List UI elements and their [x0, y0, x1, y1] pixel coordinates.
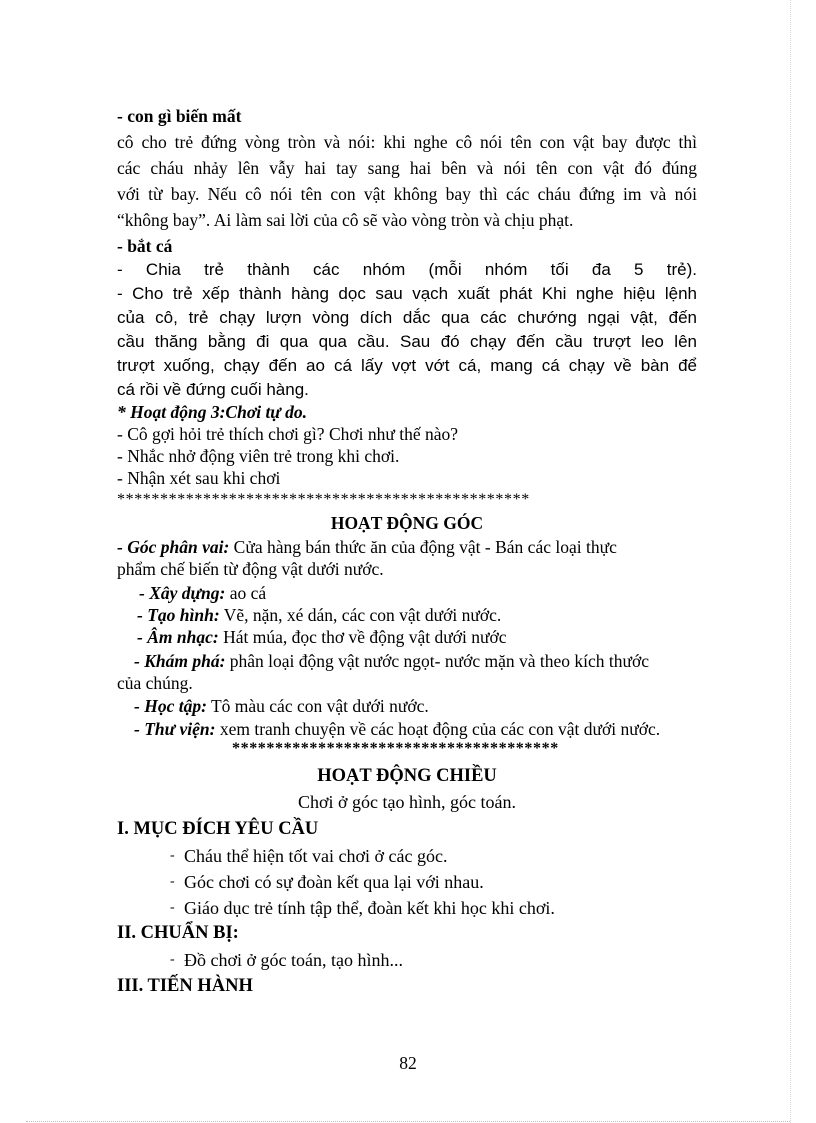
bullet-item [170, 897, 555, 919]
corner-text: ao cá [225, 583, 267, 603]
corner-text: Vẽ, nặn, xé dán, các con vật dưới nước. [219, 605, 502, 625]
corner-phan-vai-cont: phẩm chế biến từ động vật dưới nước. [117, 559, 384, 579]
separator-stars: ************************************** [232, 740, 559, 757]
section-title-con-gi-bien-mat: - con gì biến mất [117, 106, 242, 126]
paragraph-line: cầu thăng bằng đi qua qua cầu. Sau đó chạy đến cầu trượt leo lên [117, 332, 697, 351]
bullet-dash-icon: - [170, 874, 175, 889]
corner-xay-dung [139, 582, 266, 604]
corner-label: - Thư viện: [134, 719, 216, 739]
corner-label: - Âm nhạc: [137, 627, 219, 647]
bullet-dash-icon: - [170, 848, 175, 863]
section-title-bat-ca: - bắt cá [117, 236, 173, 256]
page-bottom-guide [26, 1121, 790, 1122]
bullet-text: Giáo dục trẻ tính tập thể, đoàn kết khi học khi chơi. [184, 898, 555, 918]
corner-thu-vien [134, 718, 660, 740]
heading-hoat-dong-goc: HOẠT ĐỘNG GÓC [330, 513, 484, 533]
corner-am-nhac [137, 626, 506, 648]
paragraph-line: các cháu nhảy lên vẫy hai tay sang hai bên và nói tên con vật đó đúng [117, 158, 697, 178]
paragraph-line: - Cho trẻ xếp thành hàng dọc sau vạch xuất phát Khi nghe hiệu lệnh [117, 284, 697, 303]
bullet-item [170, 871, 484, 893]
bullet-text: Cháu thể hiện tốt vai chơi ở các góc. [184, 846, 448, 866]
paragraph-line: với từ bay. Nếu cô nói tên con vật không bay thì các cháu đứng im và nói [117, 184, 697, 204]
corner-text: xem tranh chuyện về các hoạt động của các con vật dưới nước. [215, 719, 661, 739]
list-item: - Nhắc nhở động viên trẻ trong khi chơi. [117, 446, 400, 466]
activity-3-title: * Hoạt động 3:Chơi tự do. [117, 402, 308, 422]
paragraph-line: - Chia trẻ thành các nhóm (mỗi nhóm tối đa 5 trẻ). [117, 260, 697, 279]
page-number: 82 [399, 1053, 417, 1073]
corner-label: - Khám phá: [134, 651, 226, 671]
corner-text: Hát múa, đọc thơ về động vật dưới nước [218, 627, 507, 647]
bullet-item [170, 845, 447, 867]
corner-label: - Học tập: [134, 696, 207, 716]
heading-hoat-dong-chieu: HOẠT ĐỘNG CHIỀU [317, 766, 497, 786]
heading-chuan-bi: II. CHUẨN BỊ: [117, 923, 239, 943]
corner-label: - Xây dựng: [139, 583, 226, 603]
list-item: - Nhận xét sau khi chơi [117, 468, 281, 488]
bullet-text: Đồ chơi ở góc toán, tạo hình... [184, 950, 403, 970]
corner-label: - Tạo hình: [137, 605, 220, 625]
paragraph-line: “không bay”. Ai làm sai lời của cô sẽ vào vòng tròn và chịu phạt. [117, 210, 574, 230]
corner-text: phân loại động vật nước ngọt- nước mặn và theo kích thước [225, 651, 650, 671]
corner-tao-hinh [137, 604, 501, 626]
paragraph-line: cô cho trẻ đứng vòng tròn và nói: khi nghe cô nói tên con vật bay được thì [117, 132, 697, 152]
paragraph-line: của cô, trẻ chạy lượn vòng dích dắc qua các chướng ngại vật, đến [117, 308, 697, 327]
paragraph-line: trượt xuống, chạy đến ao cá lấy vợt vớt cá, mang cá chạy về bàn để [117, 356, 697, 375]
heading-muc-dich: I. MỤC ĐÍCH YÊU CẦU [117, 819, 319, 839]
subtitle: Chơi ở góc tạo hình, góc toán. [297, 792, 516, 812]
bullet-dash-icon: - [170, 900, 175, 915]
bullet-text: Góc chơi có sự đoàn kết qua lại với nhau. [184, 872, 484, 892]
heading-tien-hanh: III. TIẾN HÀNH [117, 976, 253, 996]
corner-hoc-tap [134, 695, 429, 717]
corner-phan-vai [117, 536, 617, 558]
bullet-item [170, 949, 403, 971]
separator-stars: ************************************************ [117, 491, 530, 508]
paragraph-line: cá rồi về đứng cuối hàng. [117, 380, 309, 399]
corner-text: Tô màu các con vật dưới nước. [206, 696, 429, 716]
bullet-dash-icon: - [170, 952, 175, 967]
page-edge-guide [790, 0, 791, 1123]
list-item: - Cô gợi hỏi trẻ thích chơi gì? Chơi như thế nào? [117, 424, 459, 444]
corner-label: - Góc phân vai: [117, 537, 230, 557]
corner-text: Cửa hàng bán thức ăn của động vật - Bán các loại thực [229, 537, 617, 557]
corner-kham-pha-cont: của chúng. [117, 673, 193, 693]
corner-kham-pha [134, 650, 649, 672]
